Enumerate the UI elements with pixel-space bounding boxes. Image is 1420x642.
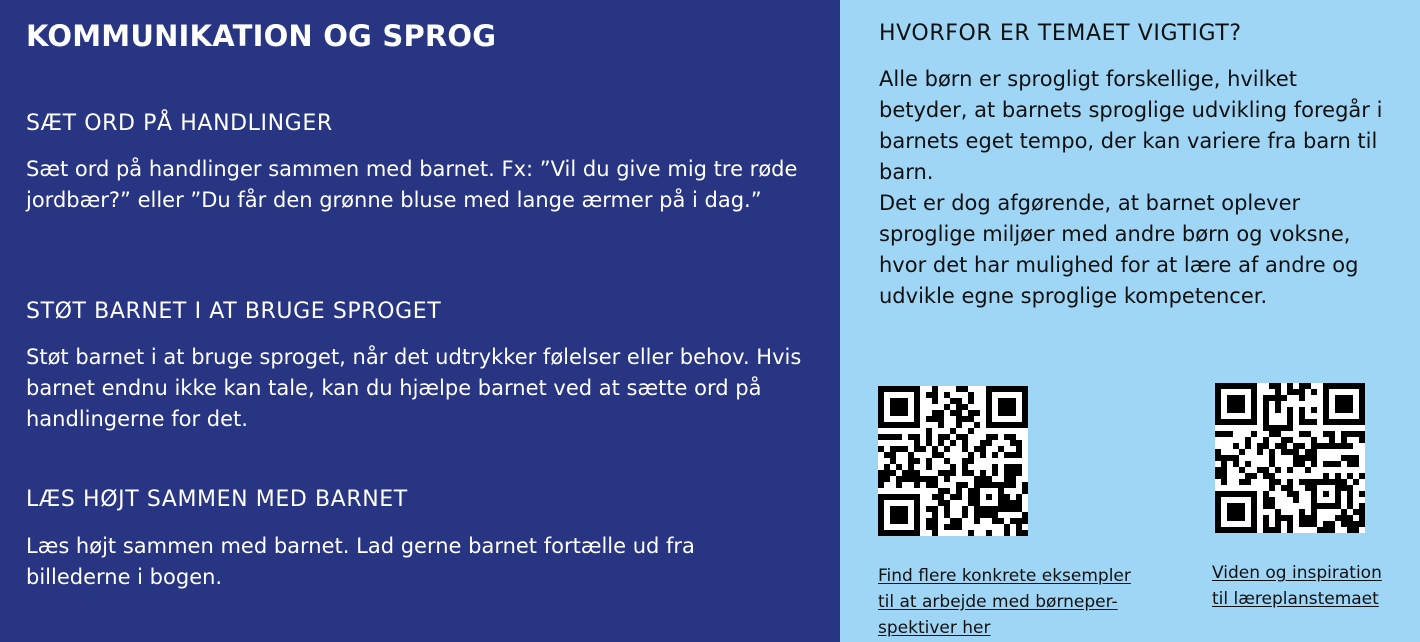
- qr-code-icon: [878, 386, 1028, 536]
- section-text-3: Læs højt sammen med barnet. Lad gerne barnet fortælle ud fra billederne i bogen.: [26, 534, 695, 589]
- qr-code-icon: [1215, 383, 1365, 533]
- why-paragraph-2: Det er dog afgørende, at barnet oplever sproglige miljøer med andre børn og voksne, hvor det har mulighed for at lære af andre og udvikle egne sproglige kompetencer.: [879, 191, 1359, 308]
- examples-link-line-3[interactable]: spektiver her: [878, 618, 991, 638]
- why-title: HVORFOR ER TEMAET VIGTIGT?: [879, 21, 1242, 46]
- section-text-1: Sæt ord på handlinger sammen med barnet. Fx: ”Vil du give mig tre røde jordbær?” eller ”Du får den grønne bluse med lange ærmer på i dag.”: [26, 157, 798, 212]
- section-heading-2: STØT BARNET I AT BRUGE SPROGET: [26, 299, 442, 324]
- why-paragraph-1: Alle børn er sprogligt forskellige, hvilket betyder, at barnets sproglige udvikling foregår i barnets eget tempo, der kan variere fra barn til barn.: [879, 67, 1383, 184]
- examples-link-line-2[interactable]: til at arbejde med børneper-: [878, 592, 1118, 612]
- examples-link-line-1[interactable]: Find flere konkrete eksempler: [878, 566, 1131, 586]
- examples-link[interactable]: [878, 563, 1131, 641]
- section-heading-3: LÆS HØJT SAMMEN MED BARNET: [26, 487, 408, 512]
- qr-code-icon[interactable]: [1215, 383, 1365, 533]
- why-panel: [840, 0, 1420, 642]
- section-text-2: Støt barnet i at bruge sproget, når det udtrykker følelser eller behov. Hvis barnet endnu ikke kan tale, kan du hjælpe barnet ved at sætte ord på handlingerne for det.: [26, 345, 802, 431]
- section-heading-1: SÆT ORD PÅ HANDLINGER: [26, 111, 333, 136]
- qr-code-icon[interactable]: [878, 386, 1028, 536]
- inspiration-link-line-1[interactable]: Viden og inspiration: [1212, 563, 1382, 583]
- page-title: KOMMUNIKATION OG SPROG: [26, 19, 497, 53]
- inspiration-link[interactable]: [1212, 560, 1382, 612]
- why-body: [879, 64, 1389, 312]
- inspiration-link-line-2[interactable]: til læreplanstemaet: [1212, 589, 1379, 609]
